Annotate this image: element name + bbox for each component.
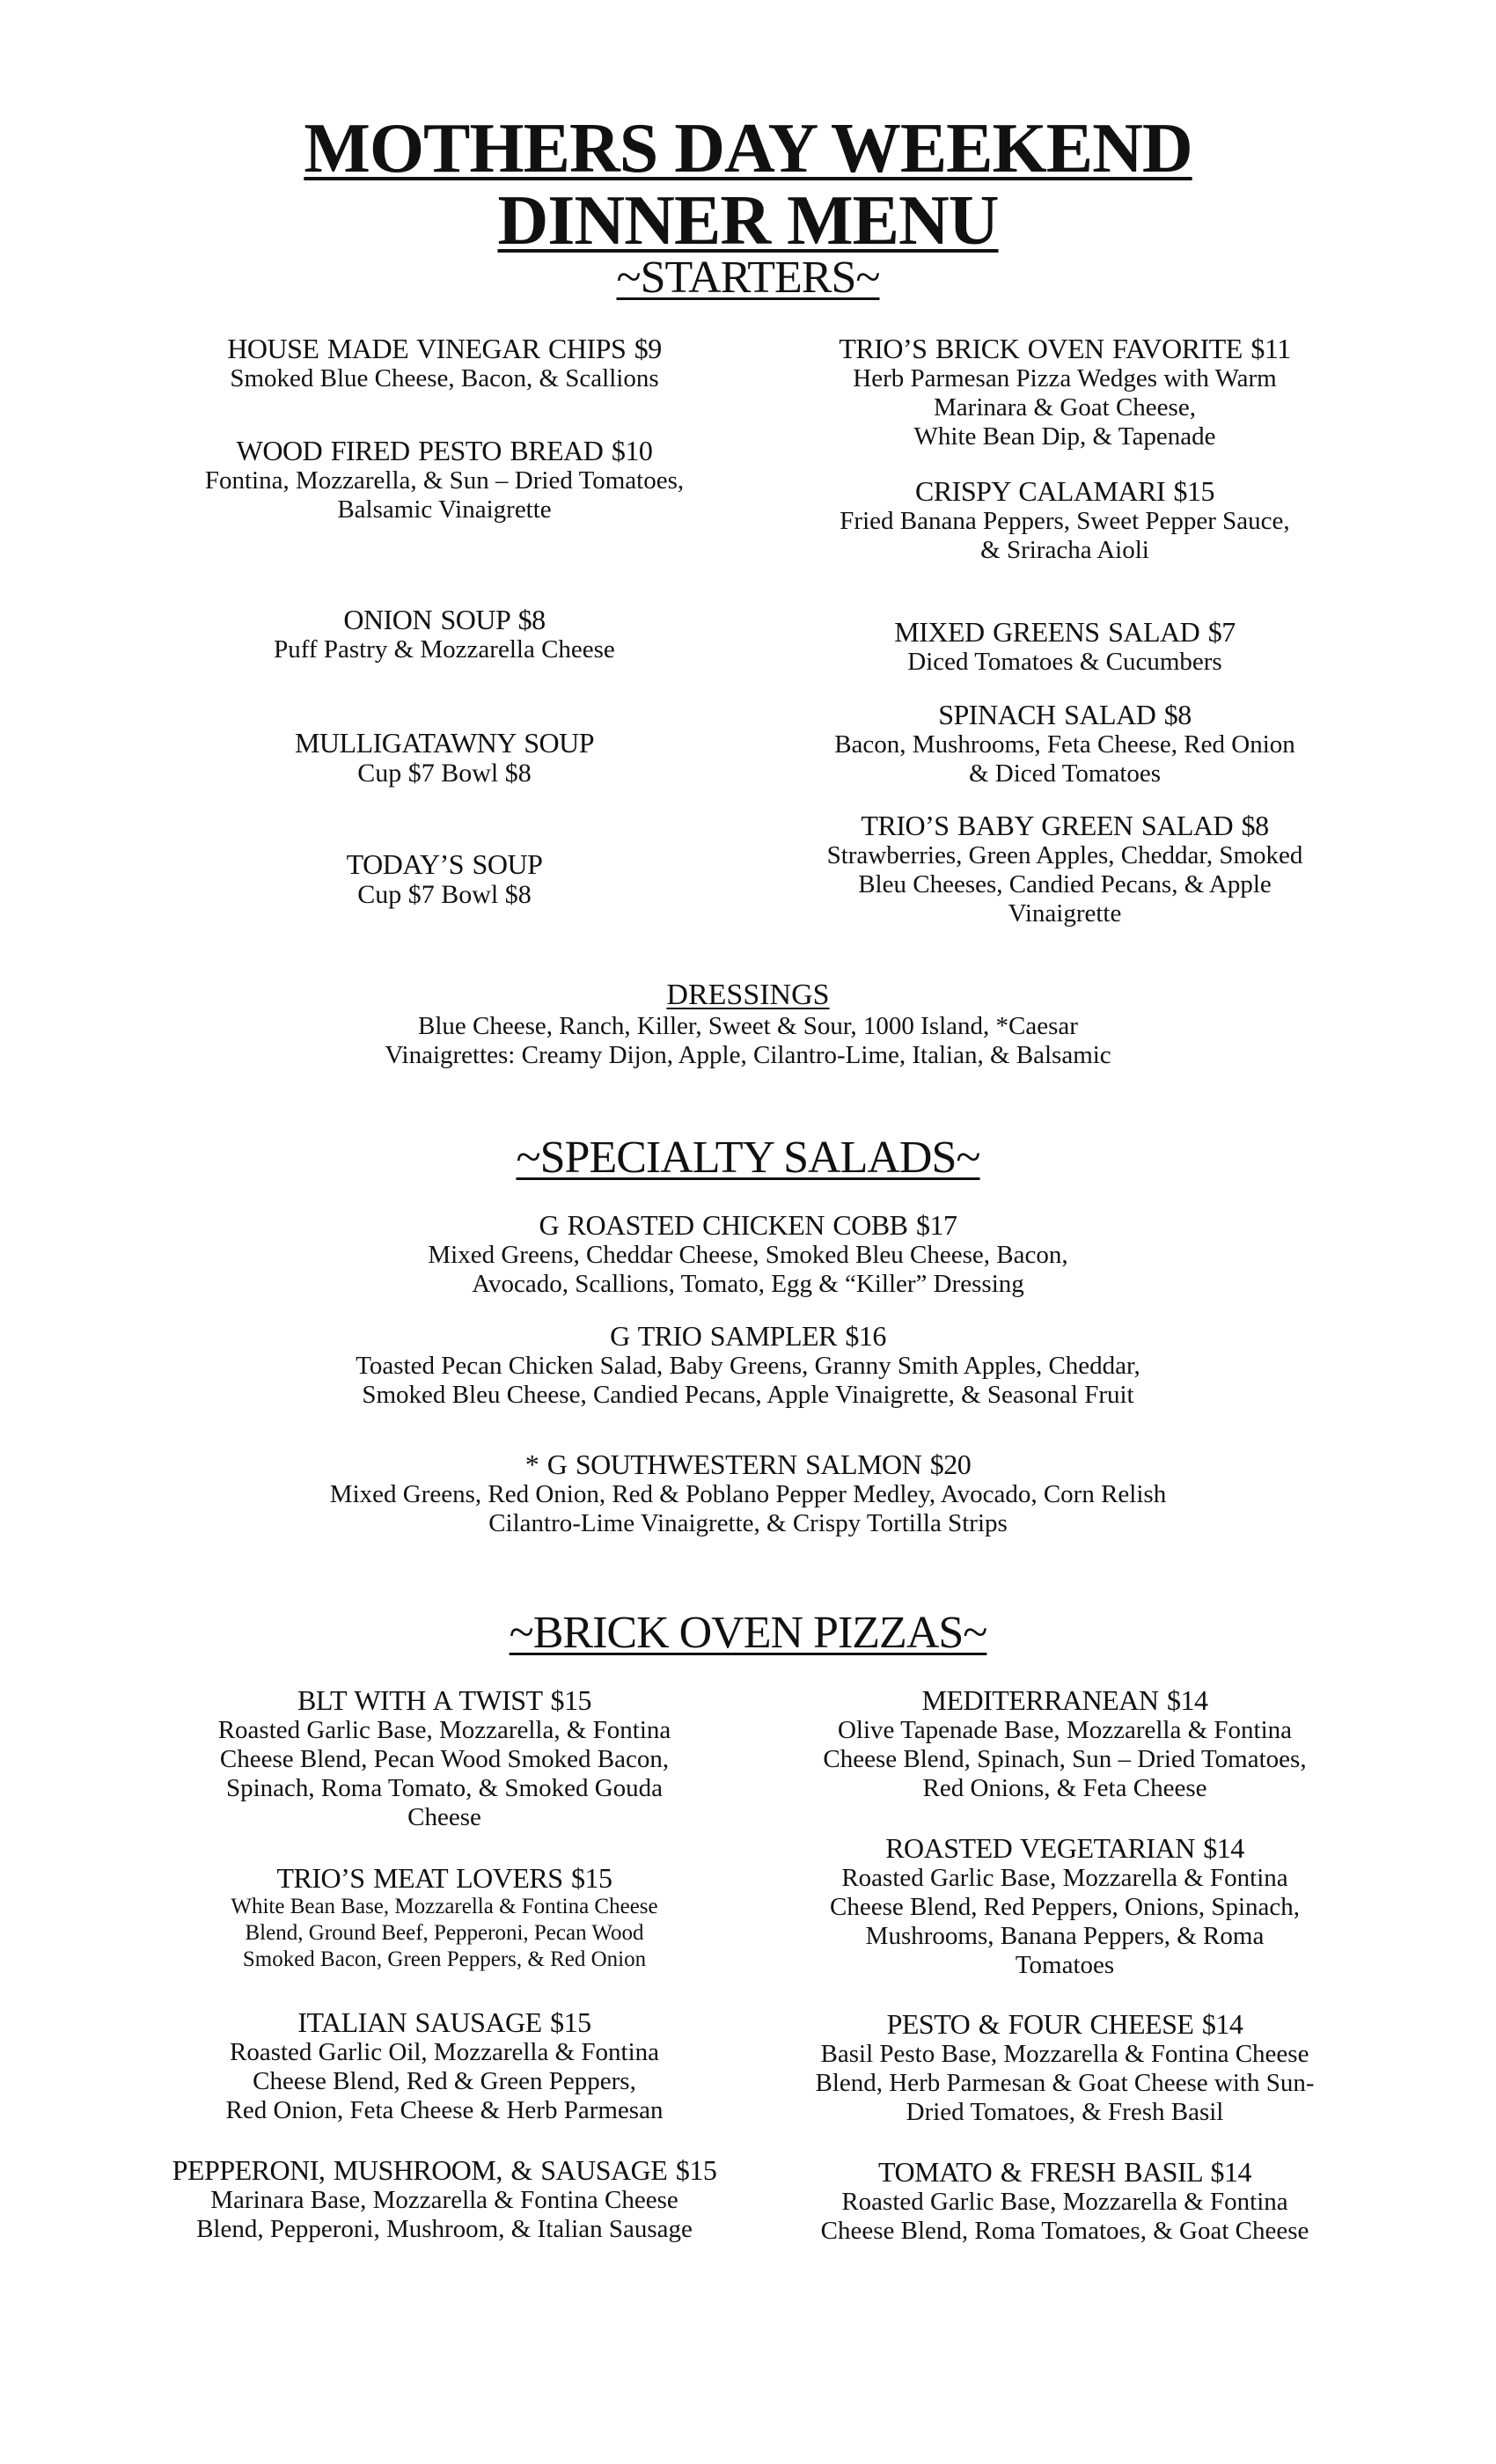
item-name: SPINACH SALAD $8 [938, 699, 1192, 730]
item-name: TRIO’S BRICK OVEN FAVORITE $11 [839, 333, 1291, 364]
menu-item [739, 2156, 1390, 2246]
item-desc: Spinach, Roma Tomato, & Smoked Gouda [225, 1774, 664, 1802]
item-desc: & Diced Tomatoes [968, 759, 1162, 788]
item-name: WOOD FIRED PESTO BREAD $10 [236, 435, 653, 466]
item-desc: Strawberries, Green Apples, Cheddar, Smoked [826, 841, 1303, 869]
item-name: BLT WITH A TWIST $15 [297, 1684, 592, 1716]
item-desc: Basil Pesto Base, Mozzarella & Fontina Cheese [820, 2040, 1309, 2068]
menu-item [739, 699, 1390, 788]
item-desc: Cheese Blend, Spinach, Sun – Dried Tomatoes, [823, 1745, 1307, 1773]
item-desc: Mixed Greens, Cheddar Cheese, Smoked Bleu Cheese, Bacon, [428, 1241, 1068, 1269]
item-name: G ROASTED CHICKEN COBB $17 [539, 1209, 957, 1241]
menu-item [123, 727, 766, 788]
menu-item [739, 475, 1390, 565]
item-desc: Balsamic Vinaigrette [337, 495, 552, 524]
menu-item [220, 1209, 1276, 1299]
specialty-salads-heading: ~SPECIALTY SALADS~ [516, 1133, 980, 1183]
item-name: TOMATO & FRESH BASIL $14 [878, 2156, 1251, 2188]
item-price: Cup $7 Bowl $8 [357, 880, 532, 909]
menu-item [739, 1684, 1390, 1803]
item-desc: White Bean Base, Mozzarella & Fontina Cheese [231, 1895, 658, 1918]
item-desc: Bleu Cheeses, Candied Pecans, & Apple [858, 870, 1272, 898]
item-desc: Roasted Garlic Oil, Mozzarella & Fontina [229, 2038, 660, 2066]
item-desc: White Bean Dip, & Tapenade [913, 422, 1216, 451]
item-desc: Cilantro-Lime Vinaigrette, & Crispy Tortilla Strips [488, 1509, 1008, 1537]
item-desc: Bacon, Mushrooms, Feta Cheese, Red Onion [834, 730, 1295, 759]
item-desc: Toasted Pecan Chicken Salad, Baby Greens, Granny Smith Apples, Cheddar, [356, 1352, 1140, 1380]
item-name: TODAY’S SOUP [346, 848, 543, 880]
item-desc: Blend, Ground Beef, Pepperoni, Pecan Wood [245, 1921, 644, 1945]
menu-item [123, 848, 766, 910]
item-desc: Cheese Blend, Red & Green Peppers, [253, 2067, 636, 2095]
item-desc: & Sriracha Aioli [980, 536, 1149, 564]
item-price: Cup $7 Bowl $8 [357, 759, 532, 788]
item-desc: Olive Tapenade Base, Mozzarella & Fontina [837, 1716, 1293, 1744]
item-name: CRISPY CALAMARI $15 [914, 475, 1215, 507]
item-name: ONION SOUP $8 [343, 604, 546, 635]
item-desc: Smoked Bleu Cheese, Candied Pecans, Apple Vinaigrette, & Seasonal Fruit [362, 1381, 1134, 1409]
dressings-heading: DRESSINGS [666, 979, 830, 1011]
menu-item [123, 1862, 766, 1973]
menu-item [220, 1448, 1276, 1538]
item-desc: Smoked Bacon, Green Peppers, & Red Onion [242, 1947, 647, 1971]
item-desc: Red Onion, Feta Cheese & Herb Parmesan [225, 2096, 664, 2124]
item-desc: Cheese Blend, Roma Tomatoes, & Goat Cheese [820, 2217, 1309, 2245]
item-name: MULLIGATAWNY SOUP [294, 727, 595, 759]
starters-heading: ~STARTERS~ [616, 253, 880, 303]
item-desc: Vinaigrette [1008, 899, 1122, 928]
menu-item [123, 333, 766, 393]
item-name: MIXED GREENS SALAD $7 [894, 616, 1236, 648]
item-desc: Marinara Base, Mozzarella & Fontina Cheese [210, 2186, 678, 2214]
item-desc: Mushrooms, Banana Peppers, & Roma [865, 1922, 1265, 1950]
item-name: MEDITERRANEAN $14 [921, 1684, 1208, 1716]
item-desc: Avocado, Scallions, Tomato, Egg & “Killer” Dressing [472, 1270, 1024, 1298]
item-desc: Mixed Greens, Red Onion, Red & Poblano Pepper Medley, Avocado, Corn Relish [329, 1480, 1167, 1508]
item-name: TRIO’S BABY GREEN SALAD $8 [861, 810, 1269, 841]
menu-title [0, 110, 1496, 260]
item-name: G TRIO SAMPLER $16 [610, 1320, 886, 1352]
item-name: * G SOUTHWESTERN SALMON $20 [524, 1448, 972, 1480]
item-desc: Cheese [407, 1803, 481, 1831]
menu-item [739, 333, 1390, 451]
item-desc: Roasted Garlic Base, Mozzarella & Fontina [841, 1864, 1288, 1892]
menu-item [123, 2006, 766, 2125]
menu-title-line-1: MOTHERS DAY WEEKEND [304, 110, 1192, 187]
item-desc: Cheese Blend, Pecan Wood Smoked Bacon, [219, 1745, 670, 1773]
pizzas-heading: ~BRICK OVEN PIZZAS~ [509, 1608, 987, 1658]
menu-item [739, 810, 1390, 928]
item-desc: Marinara & Goat Cheese, [934, 393, 1196, 422]
item-name: TRIO’S MEAT LOVERS $15 [276, 1862, 612, 1894]
menu-title-line-2: DINNER MENU [497, 182, 999, 260]
menu-item [123, 435, 766, 524]
item-desc: Cheese Blend, Red Peppers, Onions, Spinach, [829, 1893, 1300, 1921]
item-name: ROASTED VEGETARIAN $14 [885, 1832, 1244, 1864]
menu-item [220, 1320, 1276, 1410]
menu-item [123, 1684, 766, 1832]
item-desc: Red Onions, & Feta Cheese [922, 1774, 1207, 1802]
menu-item [739, 616, 1390, 677]
item-desc: Roasted Garlic Base, Mozzarella & Fontina [841, 2188, 1288, 2216]
menu-item [739, 1832, 1390, 1980]
item-desc: Blend, Pepperoni, Mushroom, & Italian Sausage [196, 2215, 693, 2243]
dressings [220, 979, 1276, 1070]
item-name: ITALIAN SAUSAGE $15 [297, 2006, 591, 2038]
item-desc: Diced Tomatoes & Cucumbers [907, 648, 1222, 676]
item-desc: Herb Parmesan Pizza Wedges with Warm [853, 364, 1277, 392]
item-desc: Fried Banana Peppers, Sweet Pepper Sauce, [840, 507, 1290, 535]
dressings-line: Vinaigrettes: Creamy Dijon, Apple, Cilantro-Lime, Italian, & Balsamic [385, 1041, 1111, 1069]
item-desc: Puff Pastry & Mozzarella Cheese [274, 635, 615, 664]
item-name: PESTO & FOUR CHEESE $14 [886, 2008, 1243, 2040]
item-desc: Tomatoes [1015, 1951, 1115, 1979]
item-desc: Blend, Herb Parmesan & Goat Cheese with Sun- [815, 2069, 1315, 2097]
menu-item [123, 604, 766, 664]
dressings-line: Blue Cheese, Ranch, Killer, Sweet & Sour, 1000 Island, *Caesar [418, 1012, 1078, 1040]
menu-item [739, 2008, 1390, 2127]
menu-item [123, 2154, 766, 2244]
item-name: HOUSE MADE VINEGAR CHIPS $9 [227, 333, 662, 364]
item-desc: Roasted Garlic Base, Mozzarella, & Fontina [217, 1716, 671, 1744]
item-desc: Smoked Blue Cheese, Bacon, & Scallions [230, 364, 659, 392]
item-desc: Dried Tomatoes, & Fresh Basil [906, 2098, 1224, 2126]
item-desc: Fontina, Mozzarella, & Sun – Dried Tomatoes, [204, 466, 685, 495]
item-name: PEPPERONI, MUSHROOM, & SAUSAGE $15 [172, 2154, 717, 2186]
